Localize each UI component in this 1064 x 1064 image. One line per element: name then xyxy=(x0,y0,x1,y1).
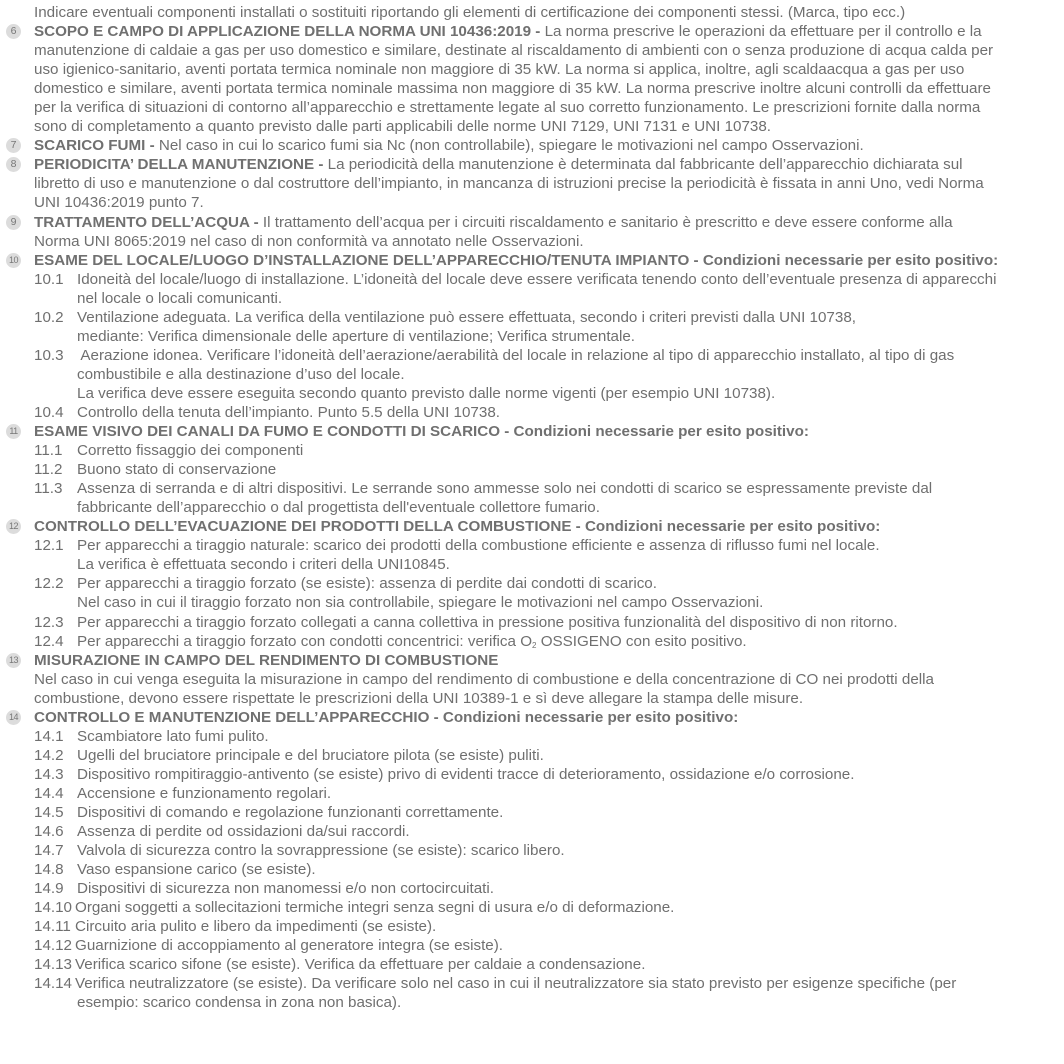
item-number: 12.4 xyxy=(34,632,64,650)
section-title: CONTROLLO E MANUTENZIONE DELL’APPARECCHIO - Condizioni necessarie per esito positivo: xyxy=(34,708,739,726)
section-heading xyxy=(0,136,1064,155)
section-text-line: UNI 10436:2019 punto 7. xyxy=(34,194,204,212)
section-title: SCOPO E CAMPO DI APPLICAZIONE DELLA NORMA UNI 10436:2019 - xyxy=(34,23,541,41)
item-text: Per apparecchi a tiraggio naturale: scarico dei prodotti della combustione efficiente e assenza di riflusso fumi nel locale. xyxy=(77,537,880,555)
list-item xyxy=(0,898,1064,917)
item-text: Per apparecchi a tiraggio forzato (se esiste): assenza di perdite dai condotti di scarico. xyxy=(77,575,657,593)
list-item xyxy=(0,536,1064,555)
list-item xyxy=(0,727,1064,746)
section-heading xyxy=(0,213,1064,232)
item-number: 14.14 xyxy=(34,975,73,993)
item-number: 11.2 xyxy=(34,461,63,479)
list-item xyxy=(0,270,1064,289)
section-title: SCARICO FUMI - xyxy=(34,137,155,155)
item-text: Valvola di sicurezza contro la sovrappressione (se esiste): scarico libero. xyxy=(77,842,565,860)
section-number-badge: 14 xyxy=(6,710,21,725)
section-number-badge: 9 xyxy=(6,215,21,230)
item-text: Controllo della tenuta dell’impianto. Punto 5.5 della UNI 10738. xyxy=(77,403,500,421)
item-text: Per apparecchi a tiraggio forzato con condotti concentrici: verifica O xyxy=(77,632,533,650)
section-number-badge: 13 xyxy=(6,653,21,668)
list-item xyxy=(0,860,1064,879)
item-text: Assenza di perdite od ossidazioni da/sui raccordi. xyxy=(77,823,410,841)
item-text: OSSIGENO con esito positivo. xyxy=(536,632,747,650)
item-number: 14.6 xyxy=(34,823,64,841)
item-text: Scambiatore lato fumi pulito. xyxy=(77,727,269,745)
section-text-line: domestico e similare, aventi portata termica nominale massima non maggiore di 35 kW. La norma prescrive inoltre alcuni controlli da effettuare xyxy=(34,80,991,98)
item-text-continuation: La verifica è effettuata secondo i criteri della UNI10845. xyxy=(77,556,450,574)
section-text: Il trattamento dell’acqua per i circuiti riscaldamento e sanitario è prescritto e deve essere conforme alla xyxy=(258,213,953,231)
item-text: Idoneità del locale/luogo di installazione. L’idoneità del locale deve essere verificata tenendo conto dell’eventuale presenza di apparecchi xyxy=(77,270,997,288)
list-item xyxy=(0,746,1064,765)
item-number: 14.2 xyxy=(34,746,64,764)
item-text-continuation: esempio: scarico condensa in zona non basica). xyxy=(77,994,402,1012)
item-text: Corretto fissaggio dei componenti xyxy=(77,442,304,460)
section-text: Nel caso in cui lo scarico fumi sia Nc (non controllabile), spiegare le motivazioni nel campo Osservazioni. xyxy=(154,137,864,155)
list-item xyxy=(0,917,1064,936)
list-item xyxy=(0,613,1064,632)
item-text: Verifica scarico sifone (se esiste). Verifica da effettuare per caldaie a condensazione. xyxy=(75,956,646,974)
list-item xyxy=(0,955,1064,974)
item-number: 11.3 xyxy=(34,480,63,498)
item-text: Ventilazione adeguata. La verifica della ventilazione può essere effettuata, secondo i criteri previsti dalla UNI 10738, xyxy=(77,308,856,326)
section-heading xyxy=(0,651,1064,670)
section-number-badge: 7 xyxy=(6,138,21,153)
list-item xyxy=(0,784,1064,803)
item-text: Aerazione idonea. Verificare l’idoneità dell’aerazione/aerabilità del locale in relazione al tipo di apparecchio installato, al tipo di gas xyxy=(77,346,955,364)
list-item xyxy=(0,822,1064,841)
list-item xyxy=(0,460,1064,479)
section-text-line: uso igienico-sanitario, aventi portata termica nominale non maggiore di 35 kW. La norma si applica, inoltre, agli scaldaacqua a gas per uso xyxy=(34,61,965,79)
section-title: CONTROLLO DELL’EVACUAZIONE DEI PRODOTTI DELLA COMBUSTIONE - Condizioni necessarie per esito positivo: xyxy=(34,518,881,536)
section-number-badge: 10 xyxy=(6,253,21,268)
section-title: PERIODICITA’ DELLA MANUTENZIONE - xyxy=(34,156,324,174)
list-item xyxy=(0,974,1064,993)
item-text-continuation: fabbricante dell’apparecchio o dal progettista dell'eventuale collettore fumario. xyxy=(77,499,600,517)
item-text-continuation: nel locale o locali comunicanti. xyxy=(77,289,283,307)
section-text-line: sono di completamento a quanto previsto dalle parti applicabili delle norme UNI 7129, UNI 7131 e UNI 10738. xyxy=(34,118,772,136)
item-number: 14.8 xyxy=(34,861,64,879)
subscript: 2 xyxy=(532,640,537,650)
item-text: Buono stato di conservazione xyxy=(77,461,277,479)
section-title: TRATTAMENTO DELL’ACQUA - xyxy=(34,213,259,231)
item-number: 14.9 xyxy=(34,880,64,898)
item-number: 14.10 xyxy=(34,899,73,917)
list-item xyxy=(0,632,1064,651)
section-text: La norma prescrive le operazioni da effettuare per il controllo e la xyxy=(540,23,982,41)
section-text-line: manutenzione di caldaie a gas per uso domestico e similare, destinate al riscaldamento di ambienti con o senza produzione di acqua calda per xyxy=(34,42,994,60)
list-item xyxy=(0,879,1064,898)
list-item xyxy=(0,574,1064,593)
section-heading xyxy=(0,517,1064,536)
list-item xyxy=(0,803,1064,822)
list-item xyxy=(0,403,1064,422)
section-text: La periodicità della manutenzione è determinata dal fabbricante dell’apparecchio dichiarata sul xyxy=(323,156,963,174)
item-text: Accensione e funzionamento regolari. xyxy=(77,784,332,802)
section-text-line: per la verifica di situazioni di contorno all’apparecchio e strettamente legate al suo corretto funzionamento. Le prescrizioni fornite dalla norma xyxy=(34,99,981,117)
section-heading xyxy=(0,251,1064,270)
section-title: ESAME VISIVO DEI CANALI DA FUMO E CONDOTTI DI SCARICO - Condizioni necessarie per esito positivo: xyxy=(34,423,809,441)
section-heading xyxy=(0,22,1064,41)
item-text-continuation: combustibile e alla destinazione d’uso del locale. xyxy=(77,365,405,383)
section-title: ESAME DEL LOCALE/LUOGO D’INSTALLAZIONE DELL’APPARECCHIO/TENUTA IMPIANTO - Condizioni necessarie per esito positivo: xyxy=(34,251,999,269)
item-text: Per apparecchi a tiraggio forzato collegati a canna collettiva in pressione positiva funzionalità del dispositivo di non ritorno. xyxy=(77,613,898,631)
item-number: 14.5 xyxy=(34,803,64,821)
item-text: Assenza di serranda e di altri dispositivi. Le serrande sono ammesse solo nei condotti di scarico se espressamente previste dal xyxy=(77,480,933,498)
item-number: 14.3 xyxy=(34,765,64,783)
item-number: 12.3 xyxy=(34,613,64,631)
item-number: 11.1 xyxy=(34,442,63,460)
item-number: 14.13 xyxy=(34,956,73,974)
item-text: Dispositivo rompitiraggio-antivento (se esiste) privo di evidenti tracce di deterioramento, ossidazione e/o corrosione. xyxy=(77,765,855,783)
item-number: 14.1 xyxy=(34,727,64,745)
item-text: Guarnizione di accoppiamento al generatore integra (se esiste). xyxy=(75,937,504,955)
section-text-line: Norma UNI 8065:2019 nel caso di non conformità va annotato nelle Osservazioni. xyxy=(34,232,584,250)
item-text: Ugelli del bruciatore principale e del bruciatore pilota (se esiste) puliti. xyxy=(77,746,544,764)
section-heading xyxy=(0,708,1064,727)
section-number-badge: 8 xyxy=(6,157,21,172)
item-number: 14.12 xyxy=(34,937,73,955)
section-heading xyxy=(0,155,1064,174)
section-number-badge: 11 xyxy=(6,424,21,439)
item-text: Vaso espansione carico (se esiste). xyxy=(77,861,316,879)
item-text: Dispositivi di comando e regolazione funzionanti correttamente. xyxy=(77,803,504,821)
section-heading xyxy=(0,422,1064,441)
list-item xyxy=(0,765,1064,784)
section-text-line: libretto di uso e manutenzione o dal costruttore dell’impianto, in mancanza di istruzioni precise la periodicità è fissata in anni Uno, vedi Norma xyxy=(34,175,984,193)
list-item xyxy=(0,479,1064,498)
section-number-badge: 6 xyxy=(6,24,21,39)
item-number: 10.4 xyxy=(34,403,64,421)
item-number: 14.4 xyxy=(34,784,64,802)
item-text: Dispositivi di sicurezza non manomessi e/o non cortocircuitati. xyxy=(77,880,494,898)
list-item xyxy=(0,346,1064,365)
section-number-badge: 12 xyxy=(6,519,21,534)
item-number: 10.1 xyxy=(34,270,64,288)
list-item xyxy=(0,308,1064,327)
item-text-continuation: Nel caso in cui il tiraggio forzato non sia controllabile, spiegare le motivazioni nel campo Osservazioni. xyxy=(77,594,764,612)
item-number: 10.3 xyxy=(34,346,64,364)
item-text-continuation: La verifica deve essere eseguita secondo quanto previsto dalle norme vigenti (per esempio UNI 10738). xyxy=(77,384,776,402)
item-number: 10.2 xyxy=(34,308,64,326)
list-item xyxy=(0,936,1064,955)
item-text: Circuito aria pulito e libero da impedimenti (se esiste). xyxy=(75,918,437,936)
item-number: 12.1 xyxy=(34,537,64,555)
list-item xyxy=(0,841,1064,860)
list-item xyxy=(0,441,1064,460)
section-body-line: Nel caso in cui venga eseguita la misurazione in campo del rendimento di combustione e della concentrazione di CO nei prodotti della xyxy=(34,670,934,688)
item-number: 14.11 xyxy=(34,918,71,936)
item-number: 14.7 xyxy=(34,842,64,860)
section-body-line: combustione, devono essere rispettate le prescrizioni della UNI 10389-1 e sì deve allegare la stampa delle misure. xyxy=(34,689,804,707)
item-text: Organi soggetti a sollecitazioni termiche integri senza segni di usura e/o di deformazione. xyxy=(75,899,675,917)
intro-text: Indicare eventuali componenti installati o sostituiti riportando gli elementi di certificazione dei componenti stessi. (Marca, tipo ecc.) xyxy=(34,4,906,21)
item-number: 12.2 xyxy=(34,575,64,593)
item-text: Verifica neutralizzatore (se esiste). Da verificare solo nel caso in cui il neutralizzatore sia stato previsto per esigenze specifiche (per xyxy=(75,975,957,993)
item-text-continuation: mediante: Verifica dimensionale delle aperture di ventilazione; Verifica strumentale. xyxy=(77,327,636,345)
section-title: MISURAZIONE IN CAMPO DEL RENDIMENTO DI COMBUSTIONE xyxy=(34,651,499,669)
